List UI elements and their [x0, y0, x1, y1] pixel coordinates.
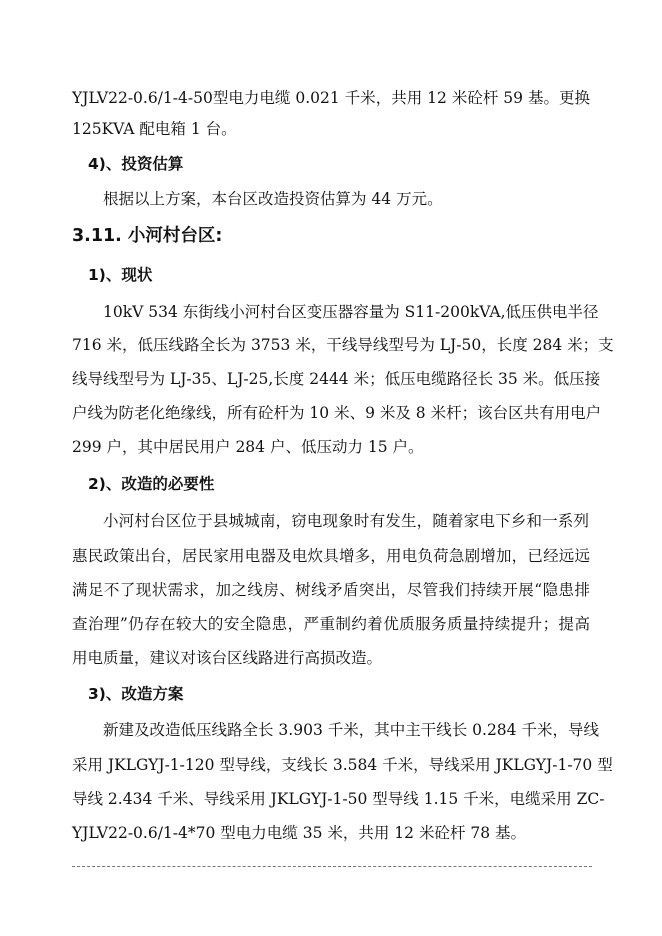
status-line-2: 716 米，低压线路全长为 3753 米，干线导线型号为 LJ-50，长度 284 米；支 [72, 336, 614, 354]
status-line-4: 户线为防老化绝缘线，所有砼杆为 10 米、9 米及 8 米杆；该台区共有用电户 [72, 404, 602, 422]
plan-line-3: 导线 2.434 千米、导线采用 JKLGYJ-1-50 型导线 1.15 千米，电缆采用 ZC- [72, 790, 605, 808]
status-line-5: 299 户，其中居民用户 284 户、低压动力 15 户。 [72, 438, 424, 456]
plan-line-4: YJLV22-0.6/1-4*70 型电力电缆 35 米，共用 12 米砼杆 78 基。 [72, 824, 527, 842]
necessity-line-1: 小河村台区位于县城城南，窃电现象时有发生，随着家电下乡和一系列 [103, 512, 589, 530]
necessity-line-2: 惠民政策出台，居民家用电器及电炊具增多，用电负荷急剧增加，已经远远 [72, 547, 590, 565]
plan-line-1: 新建及改造低压线路全长 3.903 千米，其中主干线长 0.284 千米，导线 [103, 721, 599, 739]
plan-line-2: 采用 JKLGYJ-1-120 型导线，支线长 3.584 千米，导线采用 JKLGYJ-1-70 型 [72, 756, 613, 774]
plan-heading: 3)、改造方案 [88, 685, 184, 703]
necessity-heading: 2)、改造的必要性 [88, 475, 215, 493]
intro-line-2: 125KVA 配电箱 1 台。 [72, 120, 237, 138]
invest-heading: 4)、投资估算 [88, 155, 184, 173]
necessity-line-4: 查治理”仍存在较大的安全隐患，严重制约着优质服务质量持续提升；提高 [72, 615, 590, 633]
status-heading: 1)、现状 [88, 266, 153, 284]
footer-divider [72, 866, 592, 867]
invest-text: 根据以上方案，本台区改造投资估算为 44 万元。 [103, 190, 443, 208]
intro-line-1: YJLV22-0.6/1-4-50型电力电缆 0.021 千米，共用 12 米砼杆 59 基。更换 [72, 89, 590, 107]
status-line-3: 线导线型号为 LJ-35、LJ-25,长度 2444 米；低压电缆路径长 35 米。低压接 [72, 370, 601, 388]
necessity-line-5: 用电质量，建议对该台区线路进行高损改造。 [72, 649, 383, 667]
necessity-line-3: 满足不了现状需求，加之线房、树线矛盾突出，尽管我们持续开展“隐患排 [72, 581, 590, 599]
status-line-1: 10kV 534 东街线小河村台区变压器容量为 S11-200kVA,低压供电半径 [103, 303, 599, 321]
section-heading: 3.11. 小河村台区: [72, 226, 223, 246]
